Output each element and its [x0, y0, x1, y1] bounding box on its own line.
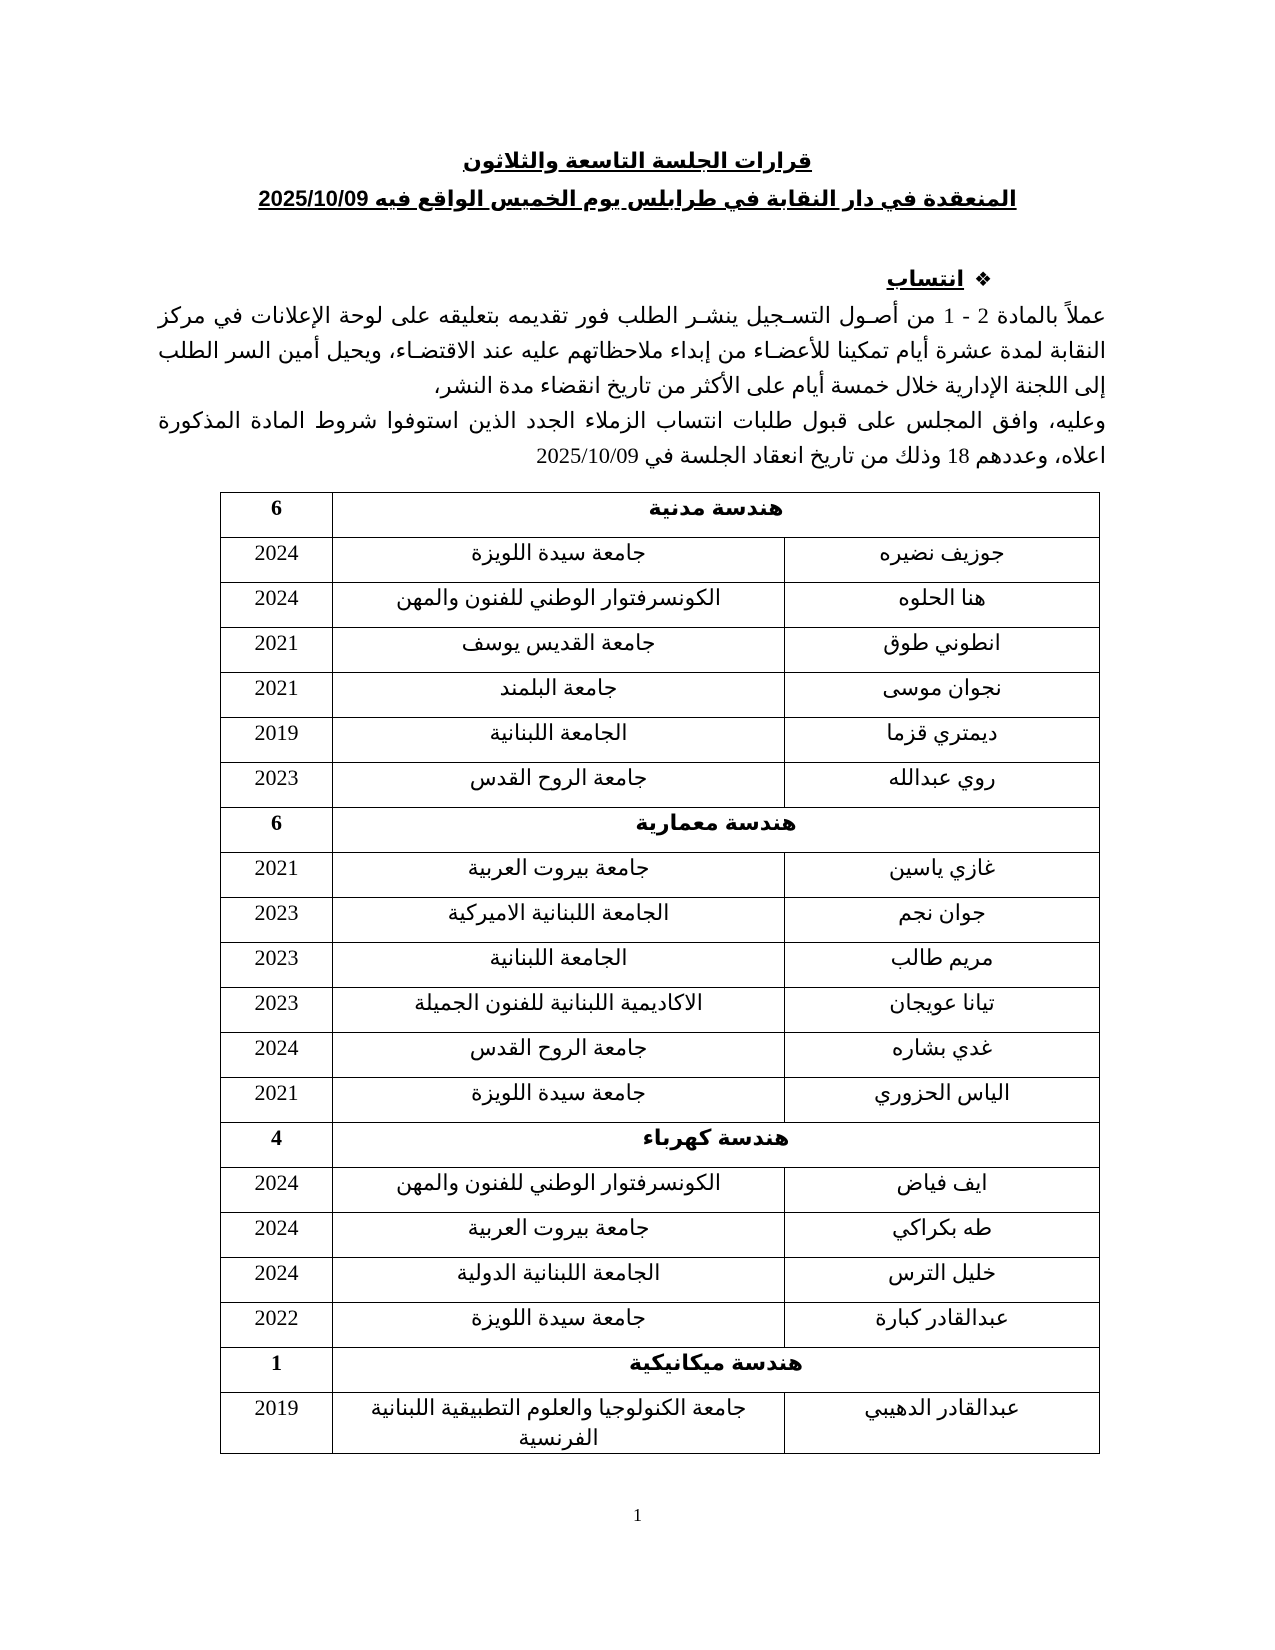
department-name: هندسة ميكانيكية — [333, 1348, 1100, 1393]
university-name: الجامعة اللبنانية الدولية — [333, 1258, 785, 1303]
department-row — [221, 493, 1100, 538]
graduation-year: 2023 — [221, 898, 333, 943]
members-table — [220, 492, 1100, 1454]
department-name: هندسة مدنية — [333, 493, 1100, 538]
graduation-year: 2024 — [221, 1258, 333, 1303]
page-number: 1 — [633, 1505, 642, 1525]
session-subtitle: المنعقدة في دار النقابة في طرابلس يوم الخميس الواقع فيه 2025/10/09 — [258, 186, 1017, 211]
graduation-year: 2021 — [221, 673, 333, 718]
member-name: عبدالقادر الدهيبي — [785, 1393, 1100, 1454]
member-name: عبدالقادر كبارة — [785, 1303, 1100, 1348]
table-row — [221, 1078, 1100, 1123]
department-row — [221, 808, 1100, 853]
member-name: جوان نجم — [785, 898, 1100, 943]
table-row — [221, 673, 1100, 718]
graduation-year: 2021 — [221, 853, 333, 898]
member-name: جوزيف نضيره — [785, 538, 1100, 583]
graduation-year: 2024 — [221, 1033, 333, 1078]
table-row — [221, 718, 1100, 763]
university-name: جامعة البلمند — [333, 673, 785, 718]
graduation-year: 2024 — [221, 538, 333, 583]
university-name: الجامعة اللبنانية — [333, 943, 785, 988]
university-name: جامعة الكنولوجيا والعلوم التطبيقية اللبنانية الفرنسية — [333, 1393, 785, 1454]
member-name: غازي ياسين — [785, 853, 1100, 898]
university-name: الكونسرفتوار الوطني للفنون والمهن — [333, 1168, 785, 1213]
department-count: 6 — [221, 808, 333, 853]
university-name: جامعة بيروت العربية — [333, 1213, 785, 1258]
department-row — [221, 1348, 1100, 1393]
university-name: جامعة سيدة اللويزة — [333, 1303, 785, 1348]
graduation-year: 2019 — [221, 1393, 333, 1454]
table-row — [221, 988, 1100, 1033]
graduation-year: 2022 — [221, 1303, 333, 1348]
member-name: غدي بشاره — [785, 1033, 1100, 1078]
decision-title: قرارات الجلسة التاسعة والثلاثون — [462, 148, 813, 173]
university-name: جامعة الروح القدس — [333, 1033, 785, 1078]
member-name: روي عبدالله — [785, 763, 1100, 808]
university-name: جامعة سيدة اللويزة — [333, 1078, 785, 1123]
department-name: هندسة معمارية — [333, 808, 1100, 853]
university-name: جامعة الروح القدس — [333, 763, 785, 808]
department-row — [221, 1123, 1100, 1168]
section-heading — [887, 266, 992, 292]
body-text — [158, 298, 1106, 473]
table-row — [221, 898, 1100, 943]
graduation-year: 2021 — [221, 1078, 333, 1123]
department-count: 4 — [221, 1123, 333, 1168]
member-name: ديمتري قزما — [785, 718, 1100, 763]
graduation-year: 2023 — [221, 763, 333, 808]
table-row — [221, 1393, 1100, 1454]
table-row — [221, 538, 1100, 583]
university-name: جامعة القديس يوسف — [333, 628, 785, 673]
university-name: جامعة بيروت العربية — [333, 853, 785, 898]
member-name: خليل الترس — [785, 1258, 1100, 1303]
department-name: هندسة كهرباء — [333, 1123, 1100, 1168]
graduation-year: 2024 — [221, 1168, 333, 1213]
member-name: مريم طالب — [785, 943, 1100, 988]
department-count: 6 — [221, 493, 333, 538]
member-name: ايف فياض — [785, 1168, 1100, 1213]
member-name: هنا الحلوه — [785, 583, 1100, 628]
table-row — [221, 1213, 1100, 1258]
member-name: طه بكراكي — [785, 1213, 1100, 1258]
department-count: 1 — [221, 1348, 333, 1393]
graduation-year: 2023 — [221, 943, 333, 988]
table-row — [221, 1258, 1100, 1303]
table-row — [221, 583, 1100, 628]
table-row — [221, 1303, 1100, 1348]
paragraph-regulation: عملاً بالمادة 2 - 1 من أصـول التسـجيل ينشـر الطلب فور تقديمه بتعليقه على لوحة الإعلانات في مركز النقابة لمدة عشرة أيام تمكينا للأعضـاء من إبداء ملاحظاتهم عليه عند الاقتضـاء، ويحيل أمين السر الطلب إلى اللجنة الإدارية خلال خمسة أيام على الأكثر من تاريخ انقضاء مدة النشر، — [158, 303, 1106, 398]
diamond-bullet-icon: ❖ — [974, 269, 992, 291]
member-name: تيانا عويجان — [785, 988, 1100, 1033]
graduation-year: 2023 — [221, 988, 333, 1033]
graduation-year: 2024 — [221, 1213, 333, 1258]
graduation-year: 2019 — [221, 718, 333, 763]
member-name: نجوان موسى — [785, 673, 1100, 718]
graduation-year: 2021 — [221, 628, 333, 673]
graduation-year: 2024 — [221, 583, 333, 628]
table-row — [221, 1033, 1100, 1078]
university-name: الكونسرفتوار الوطني للفنون والمهن — [333, 583, 785, 628]
table-row — [221, 1168, 1100, 1213]
member-name: الياس الحزوري — [785, 1078, 1100, 1123]
paragraph-approval: وعليه، وافق المجلس على قبول طلبات انتساب الزملاء الجدد الذين استوفوا شروط المادة المذكورة اعلاه، وعددهم 18 وذلك من تاريخ انعقاد الجلسة في 2025/10/09 — [158, 408, 1106, 468]
table-row — [221, 943, 1100, 988]
table-row — [221, 853, 1100, 898]
university-name: الجامعة اللبنانية — [333, 718, 785, 763]
table-row — [221, 628, 1100, 673]
university-name: الاكاديمية اللبنانية للفنون الجميلة — [333, 988, 785, 1033]
university-name: جامعة سيدة اللويزة — [333, 538, 785, 583]
table-row — [221, 763, 1100, 808]
member-name: انطوني طوق — [785, 628, 1100, 673]
section-heading-text: انتساب — [886, 266, 965, 291]
university-name: الجامعة اللبنانية الاميركية — [333, 898, 785, 943]
